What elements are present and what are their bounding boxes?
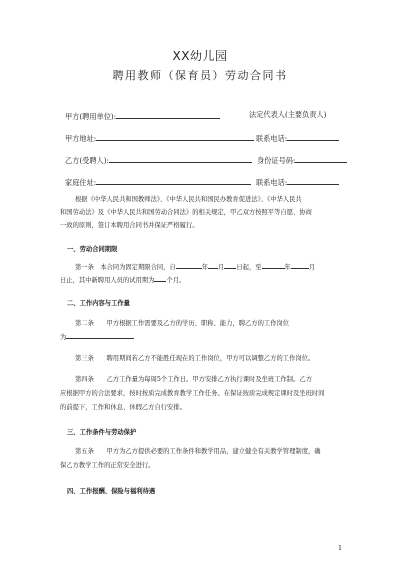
article-4-line-2: 应根据甲方的合法要求，按时按质完成教育教学工作任务。在保证按质完成规定课时及坐班时间: [60, 390, 325, 397]
article-5-line-2: 保乙方教学工作的正常安全进行。: [60, 462, 155, 469]
article-1-text-f: 月: [308, 264, 316, 271]
article-2-line-1: 第二条 甲方根据工作需要及乙方的学历、职称、能力，聘乙方的工作岗位: [75, 320, 290, 327]
document-subtitle: 聘用教师（保育员）劳动合同书: [112, 69, 288, 82]
contact-phone-label: 联系电话:: [256, 178, 288, 187]
section-2-heading: 二、工作内容与工作量: [67, 300, 130, 307]
home-address-blank[interactable]: [96, 177, 251, 185]
article-5-line-1: 第五条 甲方为乙方提供必要的工作条件和教学用品，建立健全有关教学管理制度，确: [75, 448, 321, 455]
article-2-text: 为: [60, 334, 67, 341]
id-number-label: 身份证号码:: [257, 156, 296, 165]
contact-phone-field: [256, 177, 339, 186]
article-3-line-1: 第三条 聘用期间若乙方不能胜任现在的工作岗位，甲方可以调整乙方的工作岗位。: [75, 355, 315, 362]
id-number-blank[interactable]: [295, 155, 347, 163]
home-address-field: [65, 177, 251, 186]
start-year-blank[interactable]: [176, 262, 202, 269]
party-b-blank[interactable]: [109, 155, 252, 163]
article-1-line-1: [75, 261, 315, 274]
section-4-heading: 四、工作报酬、保险与福利待遇: [67, 488, 156, 495]
end-year-blank[interactable]: [262, 262, 285, 269]
job-position-blank[interactable]: [66, 332, 134, 339]
phone-field: [256, 133, 339, 142]
id-number-field: [257, 155, 347, 164]
party-a-address-field: [65, 133, 254, 142]
party-a-address-blank[interactable]: [96, 133, 254, 141]
intro-line-2: 和国劳动法》及《中华人民共和国劳动合同法》的相关规定，甲乙双方按照平等自愿、协商: [60, 209, 312, 216]
section-1-heading: 一、劳动合同期限: [67, 246, 118, 253]
article-1-text-e: 年: [284, 264, 291, 271]
document-title: XX幼儿园: [172, 49, 228, 63]
phone-label: 联系电话:: [256, 134, 288, 143]
contact-phone-blank[interactable]: [287, 177, 339, 185]
article-1-line-2: [60, 274, 185, 287]
party-b-field: [65, 155, 252, 164]
article-1-text-c: 月: [218, 264, 225, 271]
article-1-text-g: 日止，其中新聘用人员的试用期为: [60, 277, 155, 284]
article-1-text-a: 第一条 本合同为固定期限合同，自: [75, 264, 176, 271]
article-2-line-2: [60, 331, 134, 344]
start-month-blank[interactable]: [208, 262, 218, 269]
article-4-line-1: 第四条 乙方工作量为每周5个工作日。甲方安排乙方执行课时及坐班工作制。乙方: [75, 376, 312, 383]
article-1-text-d: 日起，至: [236, 264, 262, 271]
phone-blank[interactable]: [287, 133, 339, 141]
party-a-unit-label: 甲方(聘用单位):: [65, 112, 117, 121]
party-a-unit-blank[interactable]: [116, 111, 220, 119]
section-3-heading: 三、工作条件与劳动保护: [67, 429, 137, 436]
intro-line-3: 一致的原则，签订本聘用合同书并保证严格履行。: [60, 222, 199, 229]
intro-line-1: 根据《中华人民共和国教师法》、《中华人民共和国民办教育促进法》、《中华人民共: [75, 196, 302, 203]
probation-months-blank[interactable]: [154, 275, 166, 282]
page-number: 1: [338, 545, 342, 552]
article-1-text-h: 个月。: [166, 277, 186, 284]
article-1-text-b: 年: [201, 264, 209, 271]
article-4-line-3: 的前提下，工作和休息、休假乙方自行安排。: [60, 404, 186, 411]
party-a-unit-field: [65, 111, 220, 120]
end-month-blank[interactable]: [291, 262, 309, 269]
party-a-address-label: 甲方地址:: [65, 134, 97, 143]
legal-rep-label: 法定代表人(主要负责人): [249, 110, 327, 119]
party-b-label: 乙方(受聘人):: [65, 156, 109, 165]
start-day-blank[interactable]: [224, 262, 236, 269]
home-address-label: 家庭住址:: [65, 178, 97, 187]
